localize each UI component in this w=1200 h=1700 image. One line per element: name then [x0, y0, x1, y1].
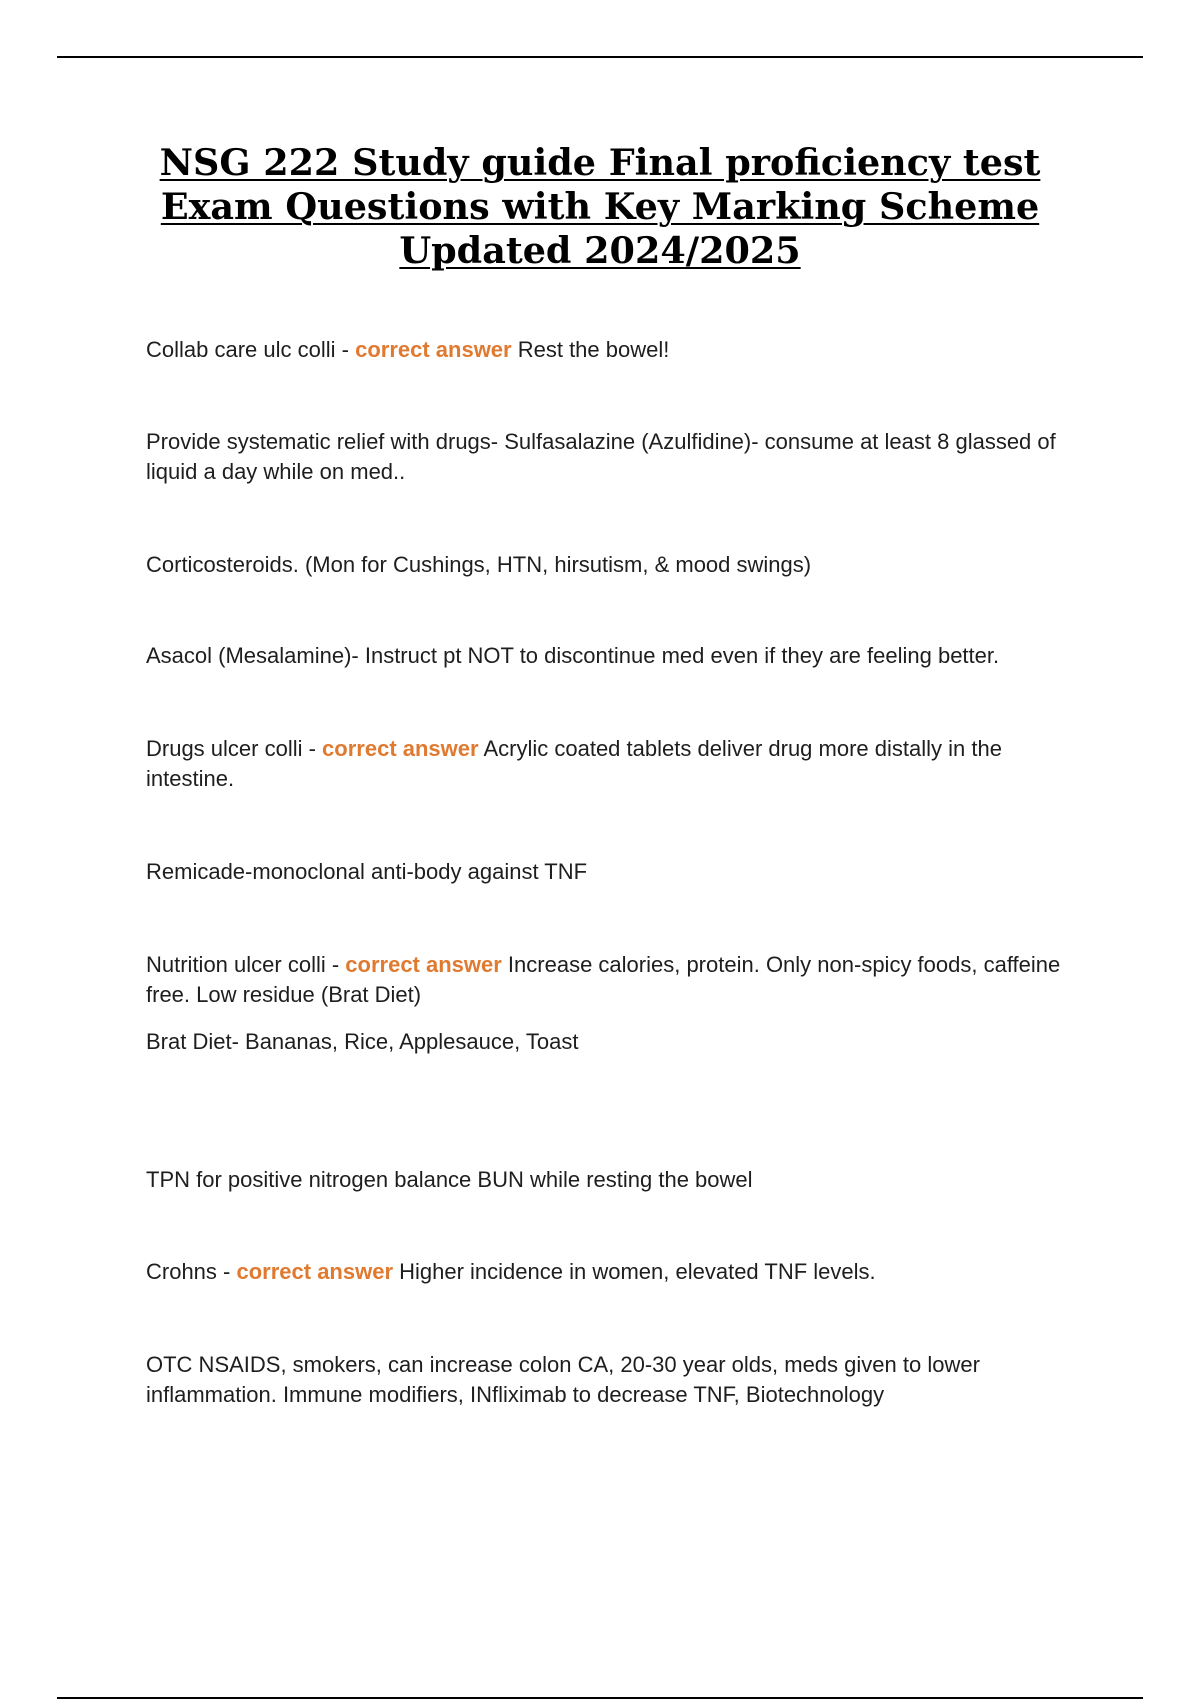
note-entry-tpn: TPN for positive nitrogen balance BUN while resting the bowel: [146, 1167, 753, 1192]
note-entry-otc-nsaids: OTC NSAIDS, smokers, can increase colon CA, 20-30 year olds, meds given to lower inflammation. Immune modifiers, INfliximab to decrease TNF, Biotechnology: [146, 1352, 980, 1407]
correct-answer-marker: correct answer: [345, 952, 502, 977]
correct-answer-marker: correct answer: [322, 736, 479, 761]
title-line-3: Updated 2024/2025: [399, 229, 801, 272]
answer-text: Increase calories, protein. Only non-spicy foods, caffeine free. Low residue (Brat Diet): [146, 952, 1061, 1007]
question-text: Nutrition ulcer colli -: [146, 952, 346, 977]
note-entry-sulfasalazine: Provide systematic relief with drugs- Sulfasalazine (Azulfidine)- consume at least 8 glassed of liquid a day while on med..: [146, 429, 1056, 484]
correct-answer-marker: correct answer: [236, 1259, 394, 1284]
question-text: Collab care ulc colli -: [146, 337, 356, 362]
qa-entry-crohns: [146, 1257, 1096, 1287]
answer-text: Higher incidence in women, elevated TNF levels.: [393, 1259, 876, 1284]
note-entry-corticosteroids: Corticosteroids. (Mon for Cushings, HTN, hirsutism, & mood swings): [146, 552, 812, 577]
qa-entry-collab-care: [146, 335, 1096, 365]
title-line-1: NSG 222 Study guide Final proficiency test: [159, 141, 1041, 184]
bottom-rule: [57, 1697, 1143, 1699]
document-title: [100, 141, 1100, 273]
answer-text: Acrylic coated tablets deliver drug more distally in the intestine.: [146, 736, 1002, 791]
qa-entry-nutrition: [146, 950, 1096, 1010]
title-line-2: Exam Questions with Key Marking Scheme: [160, 185, 1040, 228]
qa-entry-drugs: [146, 734, 1096, 794]
answer-text: Rest the bowel!: [511, 337, 670, 362]
note-entry-remicade: Remicade-monoclonal anti-body against TNF: [146, 859, 588, 884]
question-text: Drugs ulcer colli -: [146, 736, 323, 761]
note-entry-brat-diet: Brat Diet- Bananas, Rice, Applesauce, Toast: [146, 1029, 579, 1054]
note-entry-asacol: Asacol (Mesalamine)- Instruct pt NOT to discontinue med even if they are feeling better.: [146, 643, 1000, 668]
correct-answer-marker: correct answer: [355, 337, 512, 362]
top-rule: [57, 56, 1143, 58]
question-text: Crohns -: [146, 1259, 237, 1284]
